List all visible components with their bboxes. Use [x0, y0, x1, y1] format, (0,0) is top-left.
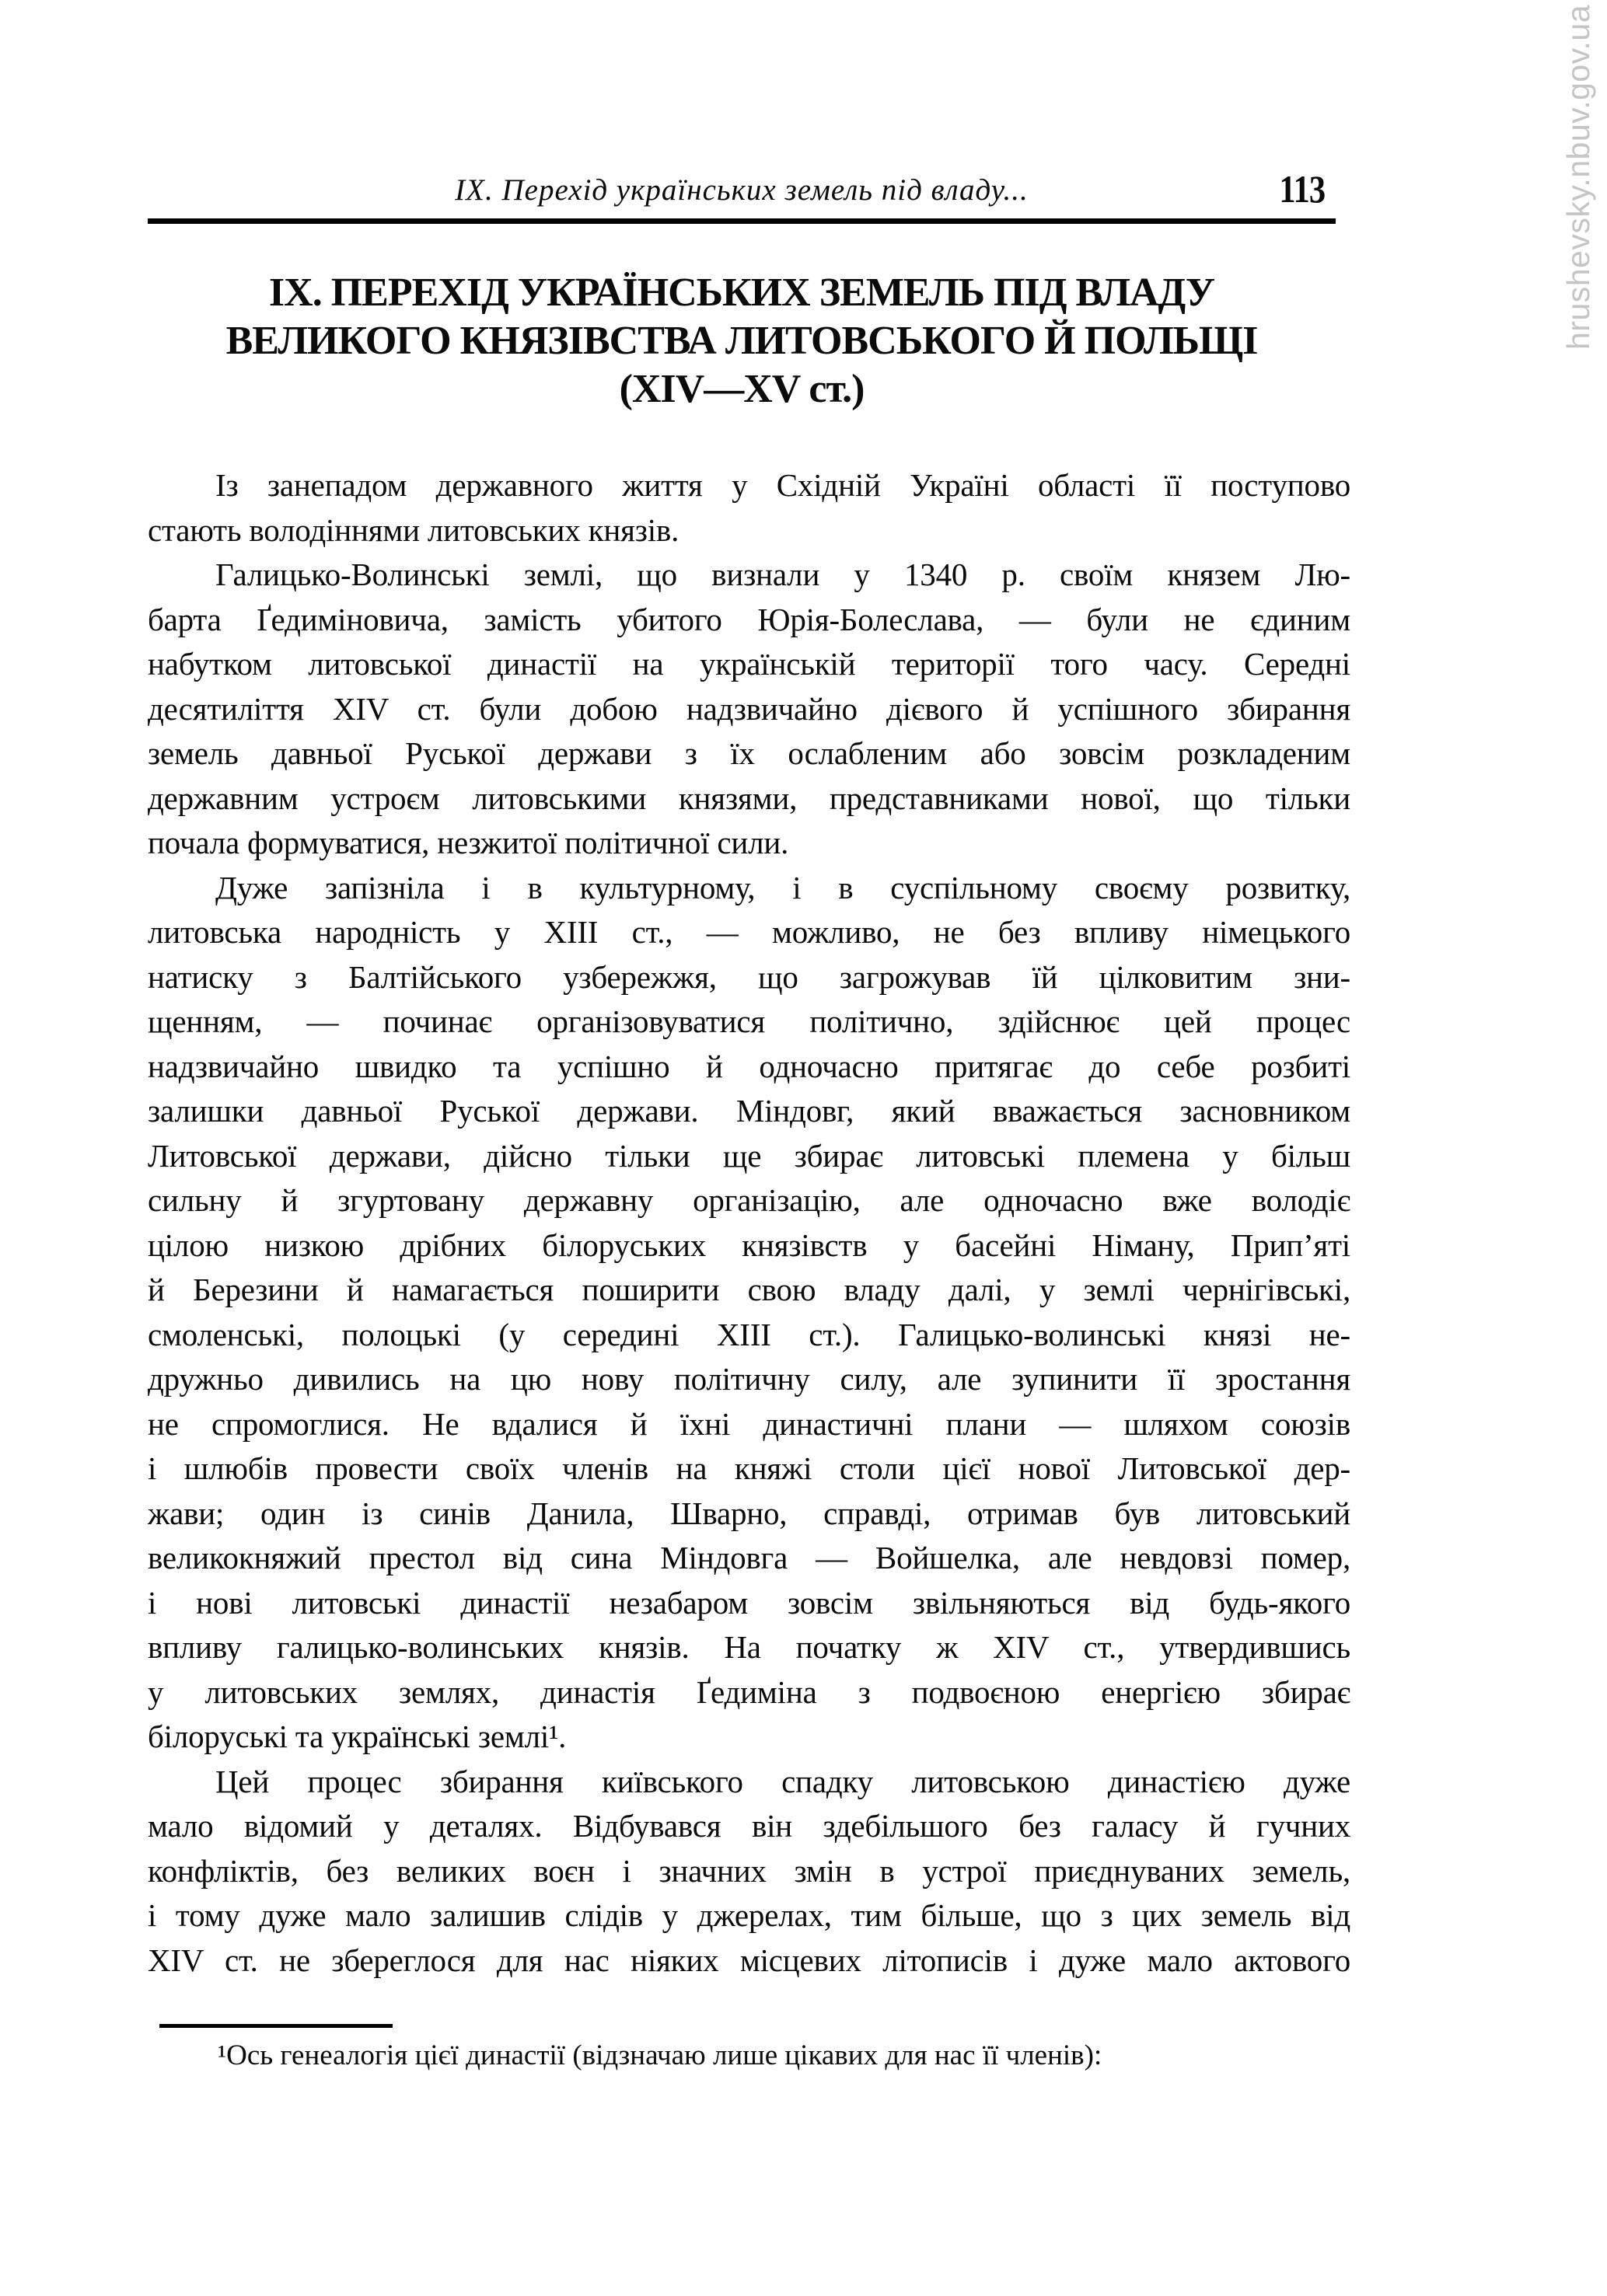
chapter-title-line-3: (XIV—XV ст.) [619, 367, 865, 411]
body-line: земель давньої Руської держави з їх ослабленим або зовсім розкладеним [148, 735, 1350, 771]
running-header [148, 167, 1336, 218]
chapter-title-line-1: IX. ПЕРЕХІД УКРАЇНСЬКИХ ЗЕМЕЛЬ ПІД ВЛАДУ [268, 270, 1215, 315]
body-line: державним устроєм литовськими князями, представниками нової, що тільки [148, 780, 1350, 816]
body-line: конфліктів, без великих воєн і значних змін в устрої приєднуваних земель, [148, 1852, 1350, 1889]
footnote-rule [159, 2024, 393, 2028]
body-line: і тому дуже мало залишив слідів у джерелах, тим більше, що з цих земель від [148, 1897, 1350, 1933]
body-line: Цей процес збирання київського спадку литовською династією дуже [215, 1763, 1350, 1799]
body-line: і нові литовські династії незабаром зовсім звільняються від будь-якого [148, 1584, 1350, 1621]
body-line: Литовської держави, дійсно тільки ще збирає литовські племена у більш [148, 1137, 1350, 1174]
body-line: XIV ст. не збереглося для нас ніяких місцевих літописів і дуже мало актового [148, 1942, 1350, 1978]
body-line: десятиліття XIV ст. були добою надзвичайно дієвого й успішного збирання [148, 690, 1350, 727]
footnote: ¹Ось генеалогія цієї династії (відзначаю лише цікавих для нас її членів): [218, 2040, 1102, 2071]
body-line: сильну й згуртовану державну організацію, але одночасно вже володіє [148, 1182, 1350, 1218]
body-line: й Березини й намагається поширити свою владу далі, у землі чернігівські, [148, 1272, 1350, 1307]
body-line: барта Ґедиміновича, замість убитого Юрія-Болеслава, — були не єдиним [148, 601, 1350, 637]
body-line: литовська народність у XIII ст., — можливо, не без впливу німецького [148, 914, 1350, 950]
watermark: hrushevsky.nbuv.gov.ua [1560, 4, 1596, 350]
body-line: Галицько-Волинські землі, що визнали у 1340 р. своїм князем Лю- [215, 557, 1350, 592]
body-line: натиску з Балтійського узбережжя, що загрожував їй цілковитим зни- [148, 958, 1350, 995]
header-rule [148, 218, 1336, 224]
body-line: великокняжий престол від сина Міндовга — Войшелка, але невдовзі помер, [148, 1540, 1350, 1575]
body-line: білоруські та українські землі¹. [148, 1719, 567, 1754]
body-line: і шлюбів провести своїх членів на княжі столи цієї нової Литовської дер- [148, 1450, 1350, 1486]
body-line: жави; один із синів Данила, Шварно, справді, отримав був литовський [148, 1495, 1350, 1531]
body-line: щенням, — починає організовуватися політично, здійснює цей процес [148, 1003, 1350, 1039]
body-line: Дуже запізніла і в культурному, і в суспільному своєму розвитку, [215, 869, 1350, 905]
body-line: надзвичайно швидко та успішно й одночасно притягає до себе розбиті [148, 1048, 1350, 1084]
body-line: залишки давньої Руської держави. Міндовг, який вважається засновником [148, 1093, 1350, 1129]
body-line: набутком литовської династії на українській території того часу. Середні [148, 646, 1350, 682]
body-line: не спромоглися. Не вдалися й їхні династичні плани — шляхом союзів [148, 1405, 1350, 1442]
body-text [148, 463, 1350, 1983]
body-line: Із занепадом державного життя у Східній Україні області її поступово [215, 467, 1350, 503]
body-line: впливу галицько-волинських князів. На початку ж XIV ст., утвердившись [148, 1629, 1350, 1665]
body-line: цілою низкою дрібних білоруських князівств у басейні Німану, Прип’яті [148, 1227, 1350, 1263]
body-line: почала формуватися, незжитої політичної сили. [148, 825, 789, 860]
chapter-title-line-2: ВЕЛИКОГО КНЯЗІВСТВА ЛИТОВСЬКОГО Й ПОЛЬЩІ [225, 319, 1258, 363]
body-line: смоленські, полоцькі (у середині XIII ст.). Галицько-волинські князі не- [148, 1316, 1350, 1352]
body-line: мало відомий у деталях. Відбувався він здебільшого без галасу й гучних [148, 1808, 1350, 1844]
running-header-title: IX. Перехід українських земель під владу... [455, 173, 1029, 207]
body-line: стають володіннями литовських князів. [148, 511, 679, 548]
chapter-title [148, 269, 1336, 413]
body-line: дружньо дивились на цю нову політичну силу, але зупинити її зростання [148, 1361, 1350, 1397]
body-line: у литовських землях, династія Ґедиміна з подвоєною енергією збирає [148, 1673, 1350, 1710]
page-number: 113 [1279, 167, 1325, 211]
